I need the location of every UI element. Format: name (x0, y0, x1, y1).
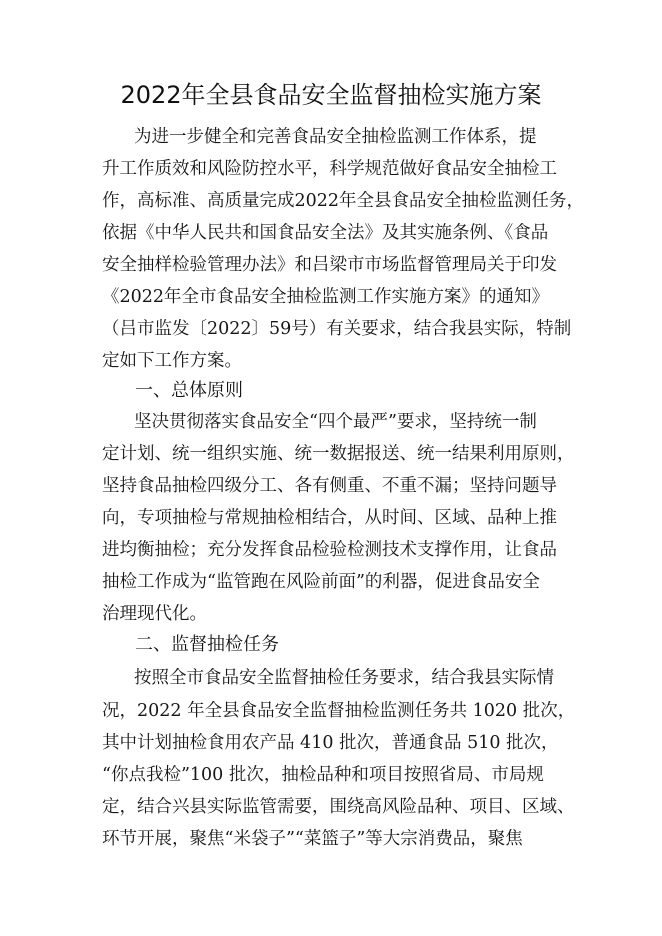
intro-line: 《2022年全市食品安全抽检监测工作实施方案》的通知》 (102, 287, 550, 307)
intro-line: 依据《中华人民共和国食品安全法》及其实施条例、《食品 (102, 223, 549, 243)
principles-line: 抽检工作成为“监管跑在风险前面”的利器，促进食品安全 (102, 572, 540, 592)
principles-line: 向，专项抽检与常规抽检相结合，从时间、区域、品种上推 (102, 508, 557, 528)
tasks-line: 定，结合兴县实际监管需要，围绕高风险品种、项目、区域、 (102, 797, 575, 817)
document-title: 2022年全县食品安全监督抽检实施方案 (120, 81, 542, 109)
tasks-line: 环节开展，聚焦“米袋子”“菜篮子”等大宗消费品，聚焦 (102, 829, 523, 849)
tasks-line: 其中计划抽检食用农产品 410 批次，普通食品 510 批次， (102, 733, 559, 753)
tasks-line: 况，2022 年全县食品安全监督抽检监测任务共 1020 批次， (102, 701, 576, 721)
intro-line: 升工作质效和风险防控水平，科学规范做好食品安全抽检工 (102, 159, 557, 179)
principles-line: 坚决贯彻落实食品安全“四个最严”要求，坚持统一制 (134, 412, 537, 432)
section-heading-tasks: 二、监督抽检任务 (135, 634, 279, 655)
tasks-line: 按照全市食品安全监督抽检任务要求，结合我县实际情 (134, 668, 554, 688)
intro-line: 为进一步健全和完善食品安全抽检监测工作体系，提 (134, 127, 537, 147)
intro-line: 作，高标准、高质量完成2022年全县食品安全抽检监测任务， (102, 191, 585, 211)
principles-line: 治理现代化。 (102, 604, 207, 624)
intro-line: （吕市监发〔2022〕59号）有关要求，结合我县实际，特制 (102, 319, 572, 339)
intro-line: 安全抽样检验管理办法》和吕梁市市场监督管理局关于印发 (102, 255, 557, 275)
principles-line: 坚持食品抽检四级分工、各有侧重、不重不漏；坚持问题导 (102, 476, 557, 496)
intro-line: 定如下工作方案。 (102, 351, 242, 371)
principles-line: 进均衡抽检；充分发挥食品检验检测技术支撑作用，让食品 (102, 540, 557, 560)
principles-line: 定计划、统一组织实施、统一数据报送、统一结果利用原则， (102, 444, 575, 464)
section-heading-principles: 一、总体原则 (135, 380, 243, 401)
tasks-line: “你点我检”100 批次，抽检品种和项目按照省局、市局规 (102, 765, 544, 785)
